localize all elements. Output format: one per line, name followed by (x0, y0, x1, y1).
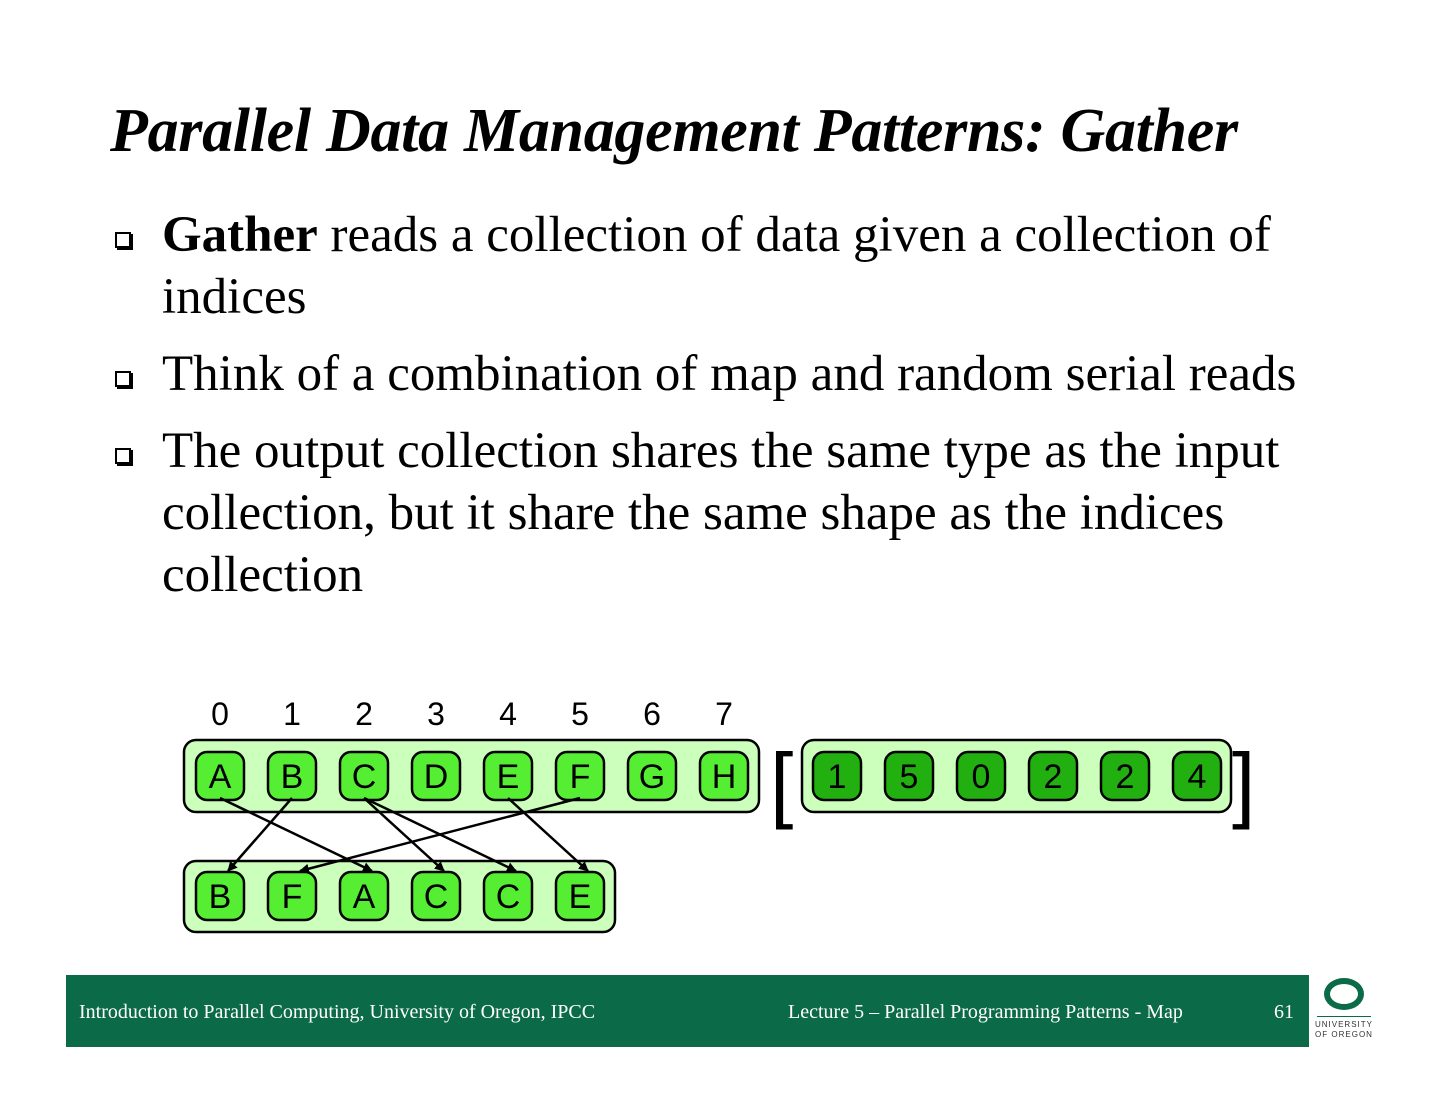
output-cell (412, 872, 460, 920)
input-cell-label: F (569, 758, 591, 796)
output-container (184, 861, 615, 932)
slide-title: Parallel Data Management Patterns: Gather (110, 97, 1238, 165)
output-cell (484, 872, 532, 920)
input-cell-label: G (638, 758, 666, 796)
index-label: 4 (499, 696, 517, 732)
input-cell (340, 752, 388, 800)
bullet-text: reads a collection of data given a collection of indices (162, 207, 1271, 325)
index-cell-label: 5 (899, 758, 919, 796)
input-cell (700, 752, 748, 800)
index-cell (957, 752, 1005, 800)
footer-course: Introduction to Parallel Computing, University of Oregon, IPCC (79, 1001, 596, 1023)
output-cell-label: B (208, 878, 232, 916)
output-cell (340, 872, 388, 920)
logo-divider (1317, 1016, 1371, 1017)
input-cell-label: A (208, 758, 232, 796)
index-cell-label: 2 (1115, 758, 1135, 796)
input-cell-label: B (280, 758, 304, 796)
output-cell-label: C (423, 878, 449, 916)
index-label: 2 (355, 696, 373, 732)
output-cell-label: A (352, 878, 376, 916)
output-cell-label: E (568, 878, 592, 916)
page-number: 61 (1274, 1001, 1294, 1023)
index-cell-label: 1 (827, 758, 847, 796)
input-cell-label: D (423, 758, 449, 796)
input-cell-label: E (496, 758, 520, 796)
index-label: 6 (643, 696, 661, 732)
input-cell (628, 752, 676, 800)
university-logo (1313, 978, 1375, 1048)
index-label: 1 (283, 696, 301, 732)
index-cell-label: 4 (1187, 758, 1207, 796)
index-cell (813, 752, 861, 800)
index-cell (1029, 752, 1077, 800)
index-label: 7 (715, 696, 733, 732)
index-cell (1173, 752, 1221, 800)
bullet-text: The output collection shares the same type as the input collection, but it share the same shape as the indices collection (162, 423, 1280, 603)
index-label: 3 (427, 696, 445, 732)
bullet-text: Think of a combination of map and random serial reads (162, 346, 1297, 402)
logo-line2: OF OREGON (1315, 1030, 1373, 1039)
input-cell (412, 752, 460, 800)
bullet-bold-term: Gather (162, 207, 318, 263)
indices-container (802, 740, 1231, 812)
output-cell-label: C (495, 878, 521, 916)
logo-line1: UNIVERSITY (1314, 1020, 1373, 1029)
input-cell (556, 752, 604, 800)
oregon-o-icon (1324, 978, 1364, 1010)
index-cell-label: 2 (1043, 758, 1063, 796)
input-cell (196, 752, 244, 800)
output-cell-label: F (281, 878, 303, 916)
input-cell-label: H (711, 758, 737, 796)
index-label: 0 (211, 696, 229, 732)
output-cell (196, 872, 244, 920)
input-cell (268, 752, 316, 800)
footer-bar (66, 975, 1309, 1047)
index-cell (1101, 752, 1149, 800)
footer-lecture: Lecture 5 – Parallel Programming Patterns - Map (788, 1001, 1183, 1023)
index-cell-label: 0 (971, 758, 991, 796)
output-cell (556, 872, 604, 920)
index-label: 5 (571, 696, 589, 732)
bracket-close: ] (1232, 736, 1256, 830)
input-cell-label: C (351, 758, 377, 796)
input-cell (484, 752, 532, 800)
index-cell (885, 752, 933, 800)
bracket-open: [ (770, 736, 794, 830)
output-cell (268, 872, 316, 920)
